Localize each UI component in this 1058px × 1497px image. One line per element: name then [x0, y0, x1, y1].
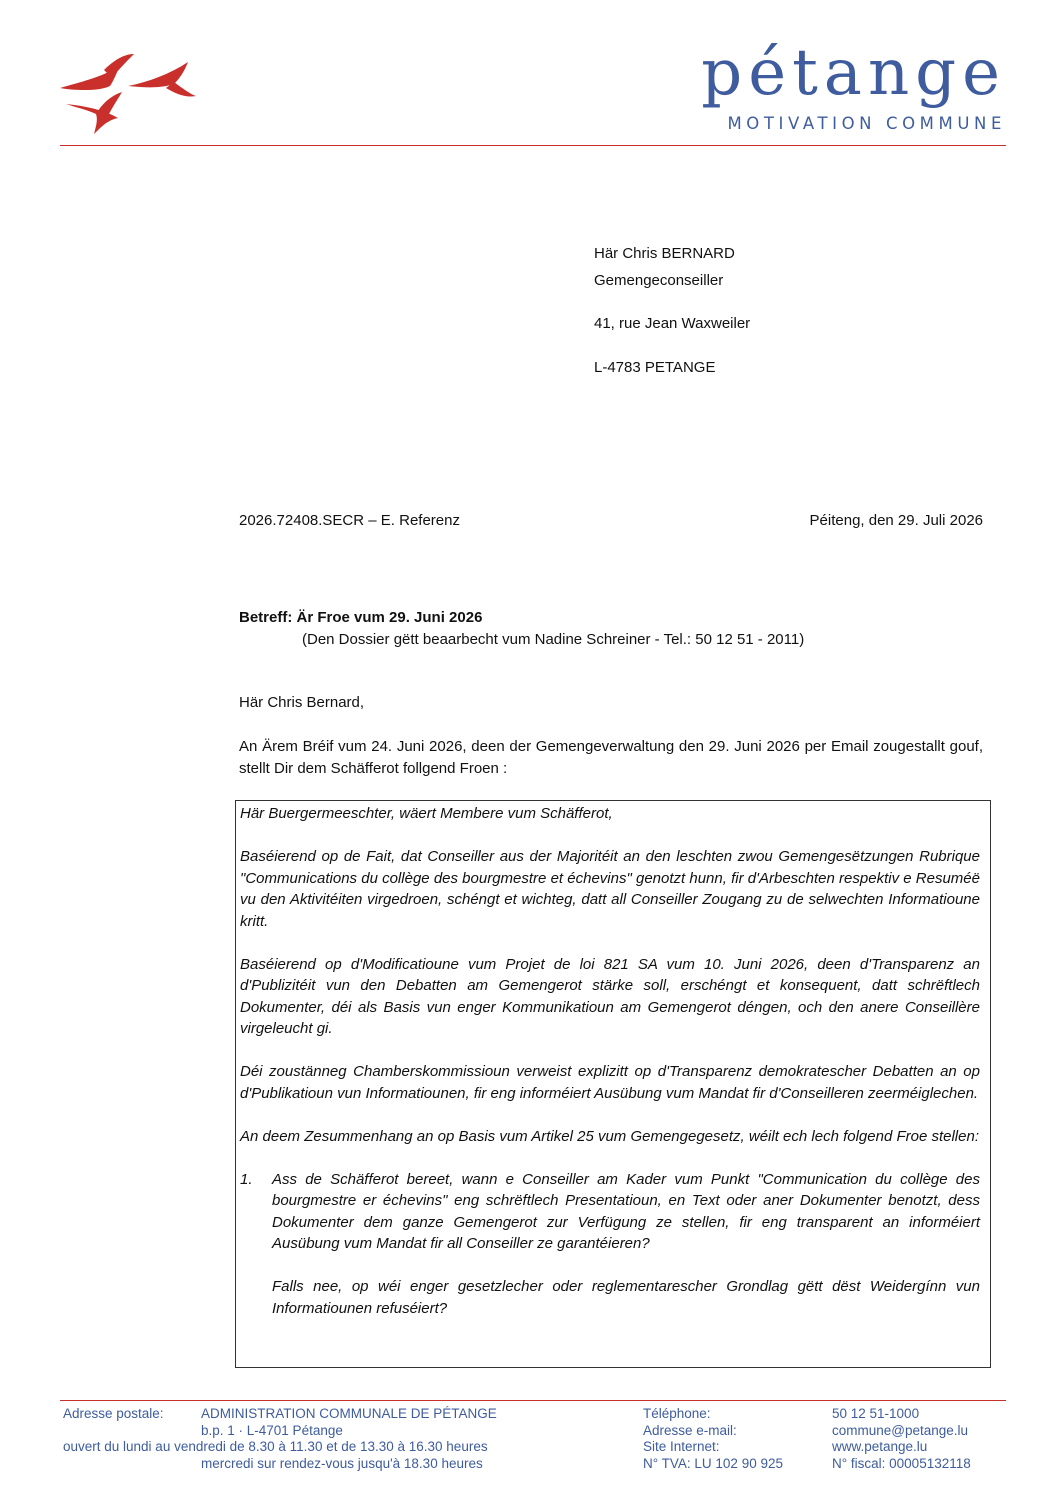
recipient-street: 41, rue Jean Waxweiler: [594, 315, 751, 332]
header-divider: [60, 145, 1006, 146]
question-item-1: [240, 1169, 980, 1320]
postal-label: Adresse postale:: [63, 1406, 164, 1421]
po-box: b.p. 1 · L-4701 Pétange: [201, 1422, 343, 1438]
phone-label: Téléphone:: [643, 1406, 711, 1421]
commune-logo-birds: [58, 52, 198, 136]
question-followup: Falls nee, op wéi enger gesetzlecher oder reglementarescher Grondlag gëtt dëst Weidergínn vun Informatiounen refuséiert?: [272, 1278, 980, 1317]
brand-tagline: MOTIVATION COMMUNE: [727, 114, 1006, 133]
opening-hours-wednesday: mercredi sur rendez-vous jusqu'à 18.30 heures: [201, 1455, 483, 1471]
bird-right-shape: [128, 62, 188, 87]
phone-number: 50 12 51-1000: [832, 1406, 920, 1421]
quote-paragraph-3: Déi zoustänneg Chamberskommissioun verweist explizitt op d'Transparenz demokratescher Debatten an op d'Publikatioun vun Informatiounen, fir eng informéiert Ausübung vum Mandat fir d'Conseilleren zeerméiglechen.: [240, 1063, 980, 1102]
quote-paragraph-4: An deem Zesummenhang an op Basis vum Artikel 25 vum Gemengegesetz, wéilt ech lech folgend Froe stellen:: [240, 1127, 979, 1145]
brand-name: pétange: [701, 36, 1006, 110]
bird-left-wing: [104, 54, 134, 78]
quote-paragraph-2: Baséierend op d'Modificatioune vum Projet de loi 821 SA vum 10. Juni 2026, deen d'Transparenz an d'Publizitéit vun den Debatten am Gemengerot stärke soll, erschéngt et konsequent, datt schrëftlech Dokumenter, déi als Basis vun enger Kommunikatioun am Gemengerot déngen, och den anere Conseillère virgeleucht gi.: [240, 955, 980, 1037]
footer-col-values: [832, 1406, 971, 1472]
subject-title: Är Froe vum 29. Juni 2026: [296, 609, 483, 626]
intro-paragraph: An Ärem Bréif vum 24. Juni 2026, deen der Gemengeverwaltung den 29. Juni 2026 per Email zougestallt gouf, stellt Dir dem Schäfferot follgend Froen :: [239, 738, 983, 777]
fiscal-number: N° fiscal: 00005132118: [832, 1455, 971, 1471]
email-link[interactable]: commune@petange.lu: [832, 1422, 969, 1438]
website-link[interactable]: www.petange.lu: [832, 1439, 928, 1454]
quote-greeting: Här Buergermeeschter, wäert Membere vum Schäfferot,: [240, 805, 613, 822]
reference-number: 2026.72408.SECR – E. Referenz: [239, 512, 460, 529]
footer-col-address: [201, 1406, 497, 1472]
quote-paragraph-1: Baséierend op de Fait, dat Conseiller aus der Majoritéit an den leschten zwou Gemengesëtzungen Rubrique "Communications du collège des bourgmestre et échevins" genotzt hunn, fir d'Arbeschten respektiv e Resuméë vu den Aktivitéiten virgedroen, schéngt et wichteg, datt all Conseiller Zougang zu de selwechten Informatioune kritt.: [240, 848, 980, 930]
question-text: Ass de Schäfferot bereet, wann e Conseiller am Kader vum Punkt "Communication du collège des bourgmestre er échevins" eng schrëftlech Presentatioun, en Text oder aner Dokumenter benotzt, dess Dokumenter dem ganze Gemengerot zur Verfügung ze stellen, fir eng transparent an informéiert Ausübung vum Mandat fir all Conseiller ze garantéieren?: [272, 1170, 980, 1252]
question-body: [272, 1169, 980, 1320]
tva-number: N° TVA: LU 102 90 925: [643, 1455, 783, 1471]
recipient-address: [594, 243, 750, 384]
bird-bottom-wing: [96, 92, 122, 116]
subject-note: (Den Dossier gëtt beaarbecht vum Nadine Schreiner - Tel.: 50 12 51 - 2011): [302, 630, 805, 648]
quoted-question-box: [235, 800, 991, 1368]
recipient-city: L-4783 PETANGE: [594, 359, 716, 376]
web-label: Site Internet:: [643, 1439, 720, 1454]
subject-label: Betreff:: [239, 609, 293, 626]
email-label: Adresse e-mail:: [643, 1422, 737, 1438]
footer-col-labels: [643, 1406, 783, 1472]
subject-block: [239, 607, 983, 650]
salutation: Här Chris Bernard,: [239, 694, 365, 711]
place-date: Péiteng, den 29. Juli 2026: [809, 512, 983, 529]
footer-divider: [60, 1400, 1006, 1401]
org-name: ADMINISTRATION COMMUNALE DE PÉTANGE: [201, 1406, 497, 1421]
question-number: 1.: [240, 1170, 253, 1188]
recipient-role: Gemengeconseiller: [594, 272, 724, 289]
brand-block: [701, 36, 1006, 133]
reference-line: [239, 510, 983, 532]
recipient-name: Här Chris BERNARD: [594, 245, 735, 262]
opening-hours: ouvert du lundi au vendredi de 8.30 à 11.30 et de 13.30 à 16.30 heures: [63, 1439, 488, 1454]
